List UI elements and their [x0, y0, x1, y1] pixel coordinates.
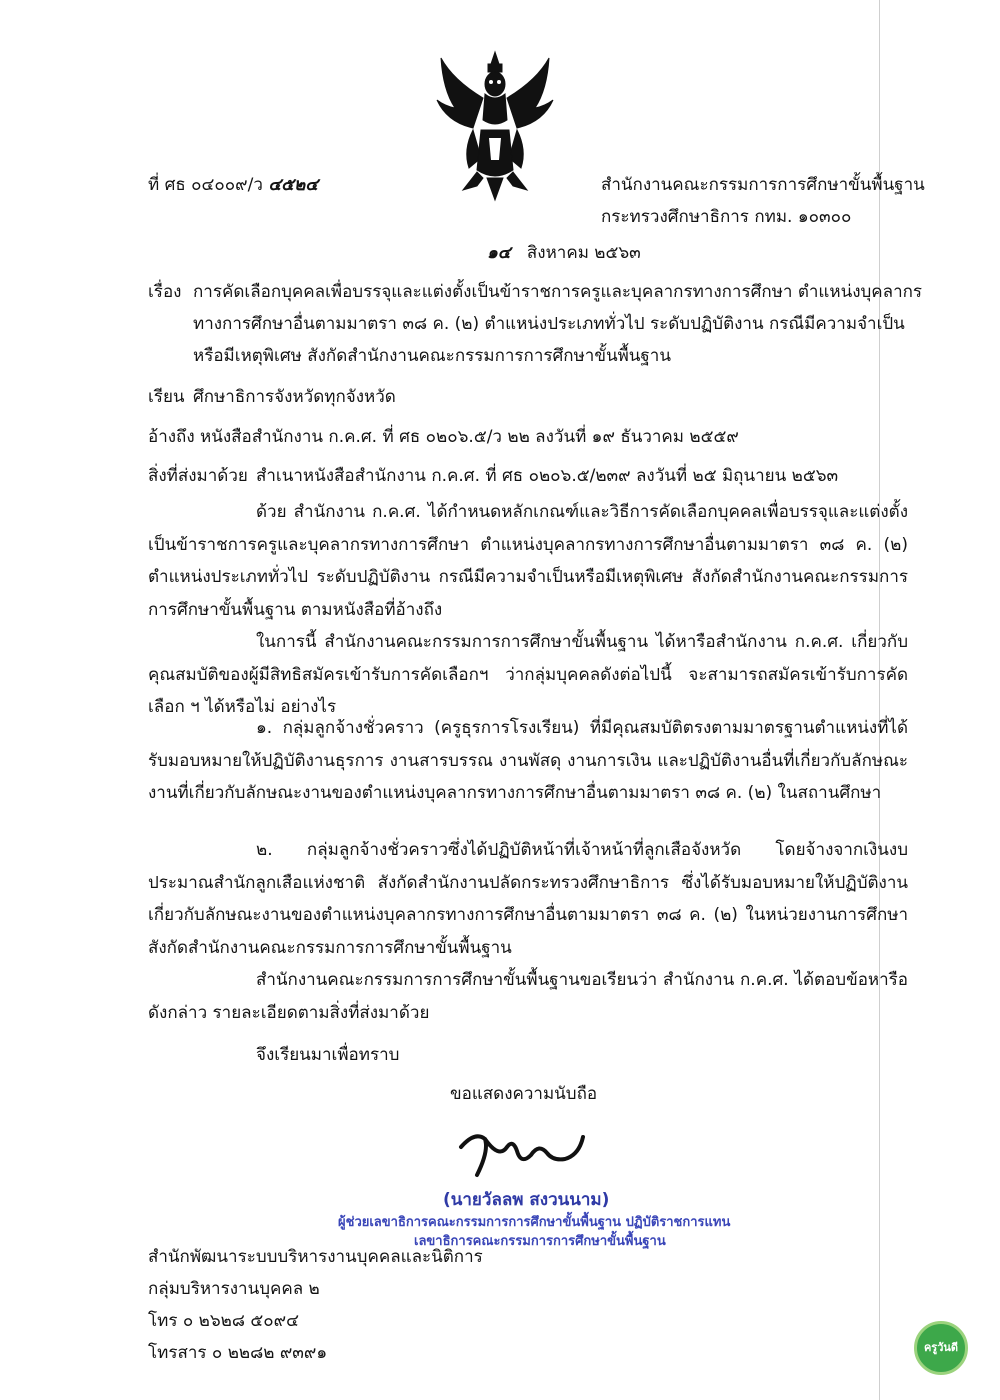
document-number	[148, 171, 318, 198]
reference-label: อ้างถึง	[148, 427, 195, 447]
subject-line-3: หรือมีเหตุพิเศษ สังกัดสำนักงานคณะกรรมการการศึกษาขั้นพื้นฐาน	[193, 346, 671, 366]
signatory-title-stamp-2: เลขาธิการคณะกรรมการการศึกษาขั้นพื้นฐาน	[414, 1234, 666, 1249]
issuing-office: สำนักงานคณะกรรมการการศึกษาขั้นพื้นฐาน	[601, 175, 925, 195]
body-paragraph-2: ในการนี้ สำนักงานคณะกรรมการการศึกษาขั้นพื้นฐาน ได้หารือสำนักงาน ก.ค.ศ. เกี่ยวกับคุณสมบัติของผู้มีสิทธิสมัครเข้ารับการคัดเลือกฯ ว่ากลุ่มบุคคลดังต่อไปนี้ จะสามารถสมัครเข้ารับการคัดเลือก ฯ ได้หรือไม่ อย่างไร	[148, 632, 908, 717]
body-paragraph-conclusion: สำนักงานคณะกรรมการการศึกษาขั้นพื้นฐานขอเรียนว่า สำนักงาน ก.ค.ศ. ได้ตอบข้อหารือดังกล่าว รายละเอียดตามสิ่งที่ส่งมาด้วย	[148, 970, 908, 1023]
enclosure-label: สิ่งที่ส่งมาด้วย	[148, 466, 248, 486]
date-month-year: สิงหาคม ๒๕๖๓	[526, 243, 641, 263]
closing-line: จึงเรียนมาเพื่อทราบ	[256, 1045, 400, 1065]
garuda-emblem-icon	[433, 50, 557, 202]
watermark-logo	[914, 1321, 968, 1375]
subject-line-1: การคัดเลือกบุคคลเพื่อบรรจุและแต่งตั้งเป็นข้าราชการครูและบุคลากรทางการศึกษา ตำแหน่งบุคลากร	[193, 282, 923, 302]
handwritten-signature	[455, 1125, 595, 1185]
signatory-title-stamp-1: ผู้ช่วยเลขาธิการคณะกรรมการการศึกษาขั้นพื้นฐาน ปฏิบัติราชการแทน	[338, 1215, 731, 1230]
body-paragraph-item-1: ๑. กลุ่มลูกจ้างชั่วคราว (ครูธุรการโรงเรียน) ที่มีคุณสมบัติตรงตามมาตรฐานตำแหน่งที่ได้รับมอบหมายให้ปฏิบัติงานธุรการ งานสารบรรณ งานพัสดุ งานการเงิน และปฏิบัติงานอื่นที่เกี่ยวกับลักษณะงานที่เกี่ยวกับลักษณะงานของตำแหน่งบุคลากรทางการศึกษาอื่นตามมาตรา ๓๘ ค. (๒) ในสถานศึกษา	[148, 718, 908, 803]
footer-telephone: โทร ๐ ๒๖๒๘ ๕๐๙๔	[148, 1311, 299, 1331]
reference-text: หนังสือสำนักงาน ก.ค.ศ. ที่ ศธ ๐๒๐๖.๕/ว ๒๒ ลงวันที่ ๑๙ ธันวาคม ๒๕๕๙	[200, 427, 739, 447]
salutation-recipient: ศึกษาธิการจังหวัดทุกจังหวัด	[193, 387, 396, 407]
document-number-print: ที่ ศธ ๐๔๐๐๙/ว	[148, 175, 263, 195]
document-date	[487, 239, 641, 266]
subject-label: เรื่อง	[148, 282, 182, 302]
salutation-label: เรียน	[148, 387, 185, 407]
body-paragraph-1: ด้วย สำนักงาน ก.ค.ศ. ได้กำหนดหลักเกณฑ์และวิธีการคัดเลือกบุคคลเพื่อบรรจุและแต่งตั้งเป็นข้าราชการครูและบุคลากรทางการศึกษา ตำแหน่งบุคลากรทางการศึกษาอื่นตามมาตรา ๓๘ ค. (๒) ตำแหน่งประเภททั่วไป ระดับปฏิบัติงาน กรณีมีความจำเป็นหรือมีเหตุพิเศษ สังกัดสำนักงานคณะกรรมการการศึกษาขั้นพื้นฐาน ตามหนังสือที่อ้างถึง	[148, 502, 908, 620]
enclosure-text: สำเนาหนังสือสำนักงาน ก.ค.ศ. ที่ ศธ ๐๒๐๖.๕/๒๓๙ ลงวันที่ ๒๕ มิถุนายน ๒๕๖๓	[256, 466, 839, 486]
body-paragraph-item-2: ๒. กลุ่มลูกจ้างชั่วคราวซึ่งได้ปฏิบัติหน้าที่เจ้าหน้าที่ลูกเสือจังหวัด โดยจ้างจากเงินงบประมาณสำนักลูกเสือแห่งชาติ สังกัดสำนักงานปลัดกระทรวงศึกษาธิการ ซึ่งได้รับมอบหมายให้ปฏิบัติงานเกี่ยวกับลักษณะงานของตำแหน่งบุคลากรทางการศึกษาอื่นตามมาตรา ๓๘ ค. (๒) ในหน่วยงานการศึกษาสังกัดสำนักงานคณะกรรมการการศึกษาขั้นพื้นฐาน	[148, 840, 908, 958]
footer-fax: โทรสาร ๐ ๒๒๘๒ ๙๓๙๑	[148, 1343, 328, 1363]
document-number-handwritten: ๔๕๒๔	[268, 175, 319, 195]
watermark-logo-text: ครูวันดี	[923, 1341, 959, 1354]
regards-line: ขอแสดงความนับถือ	[450, 1084, 598, 1104]
subject-line-2: ทางการศึกษาอื่นตามมาตรา ๓๘ ค. (๒) ตำแหน่งประเภททั่วไป ระดับปฏิบัติงาน กรณีมีความจำเป็น	[193, 314, 905, 334]
issuing-address: กระทรวงศึกษาธิการ กทม. ๑๐๓๐๐	[601, 207, 852, 227]
date-day-handwritten: ๑๔	[487, 243, 511, 263]
signatory-name: (นายวัลลพ สงวนนาม)	[443, 1190, 610, 1210]
footer-office: สำนักพัฒนาระบบบริหารงานบุคคลและนิติการ	[148, 1247, 483, 1267]
footer-group: กลุ่มบริหารงานบุคคล ๒	[148, 1279, 320, 1299]
